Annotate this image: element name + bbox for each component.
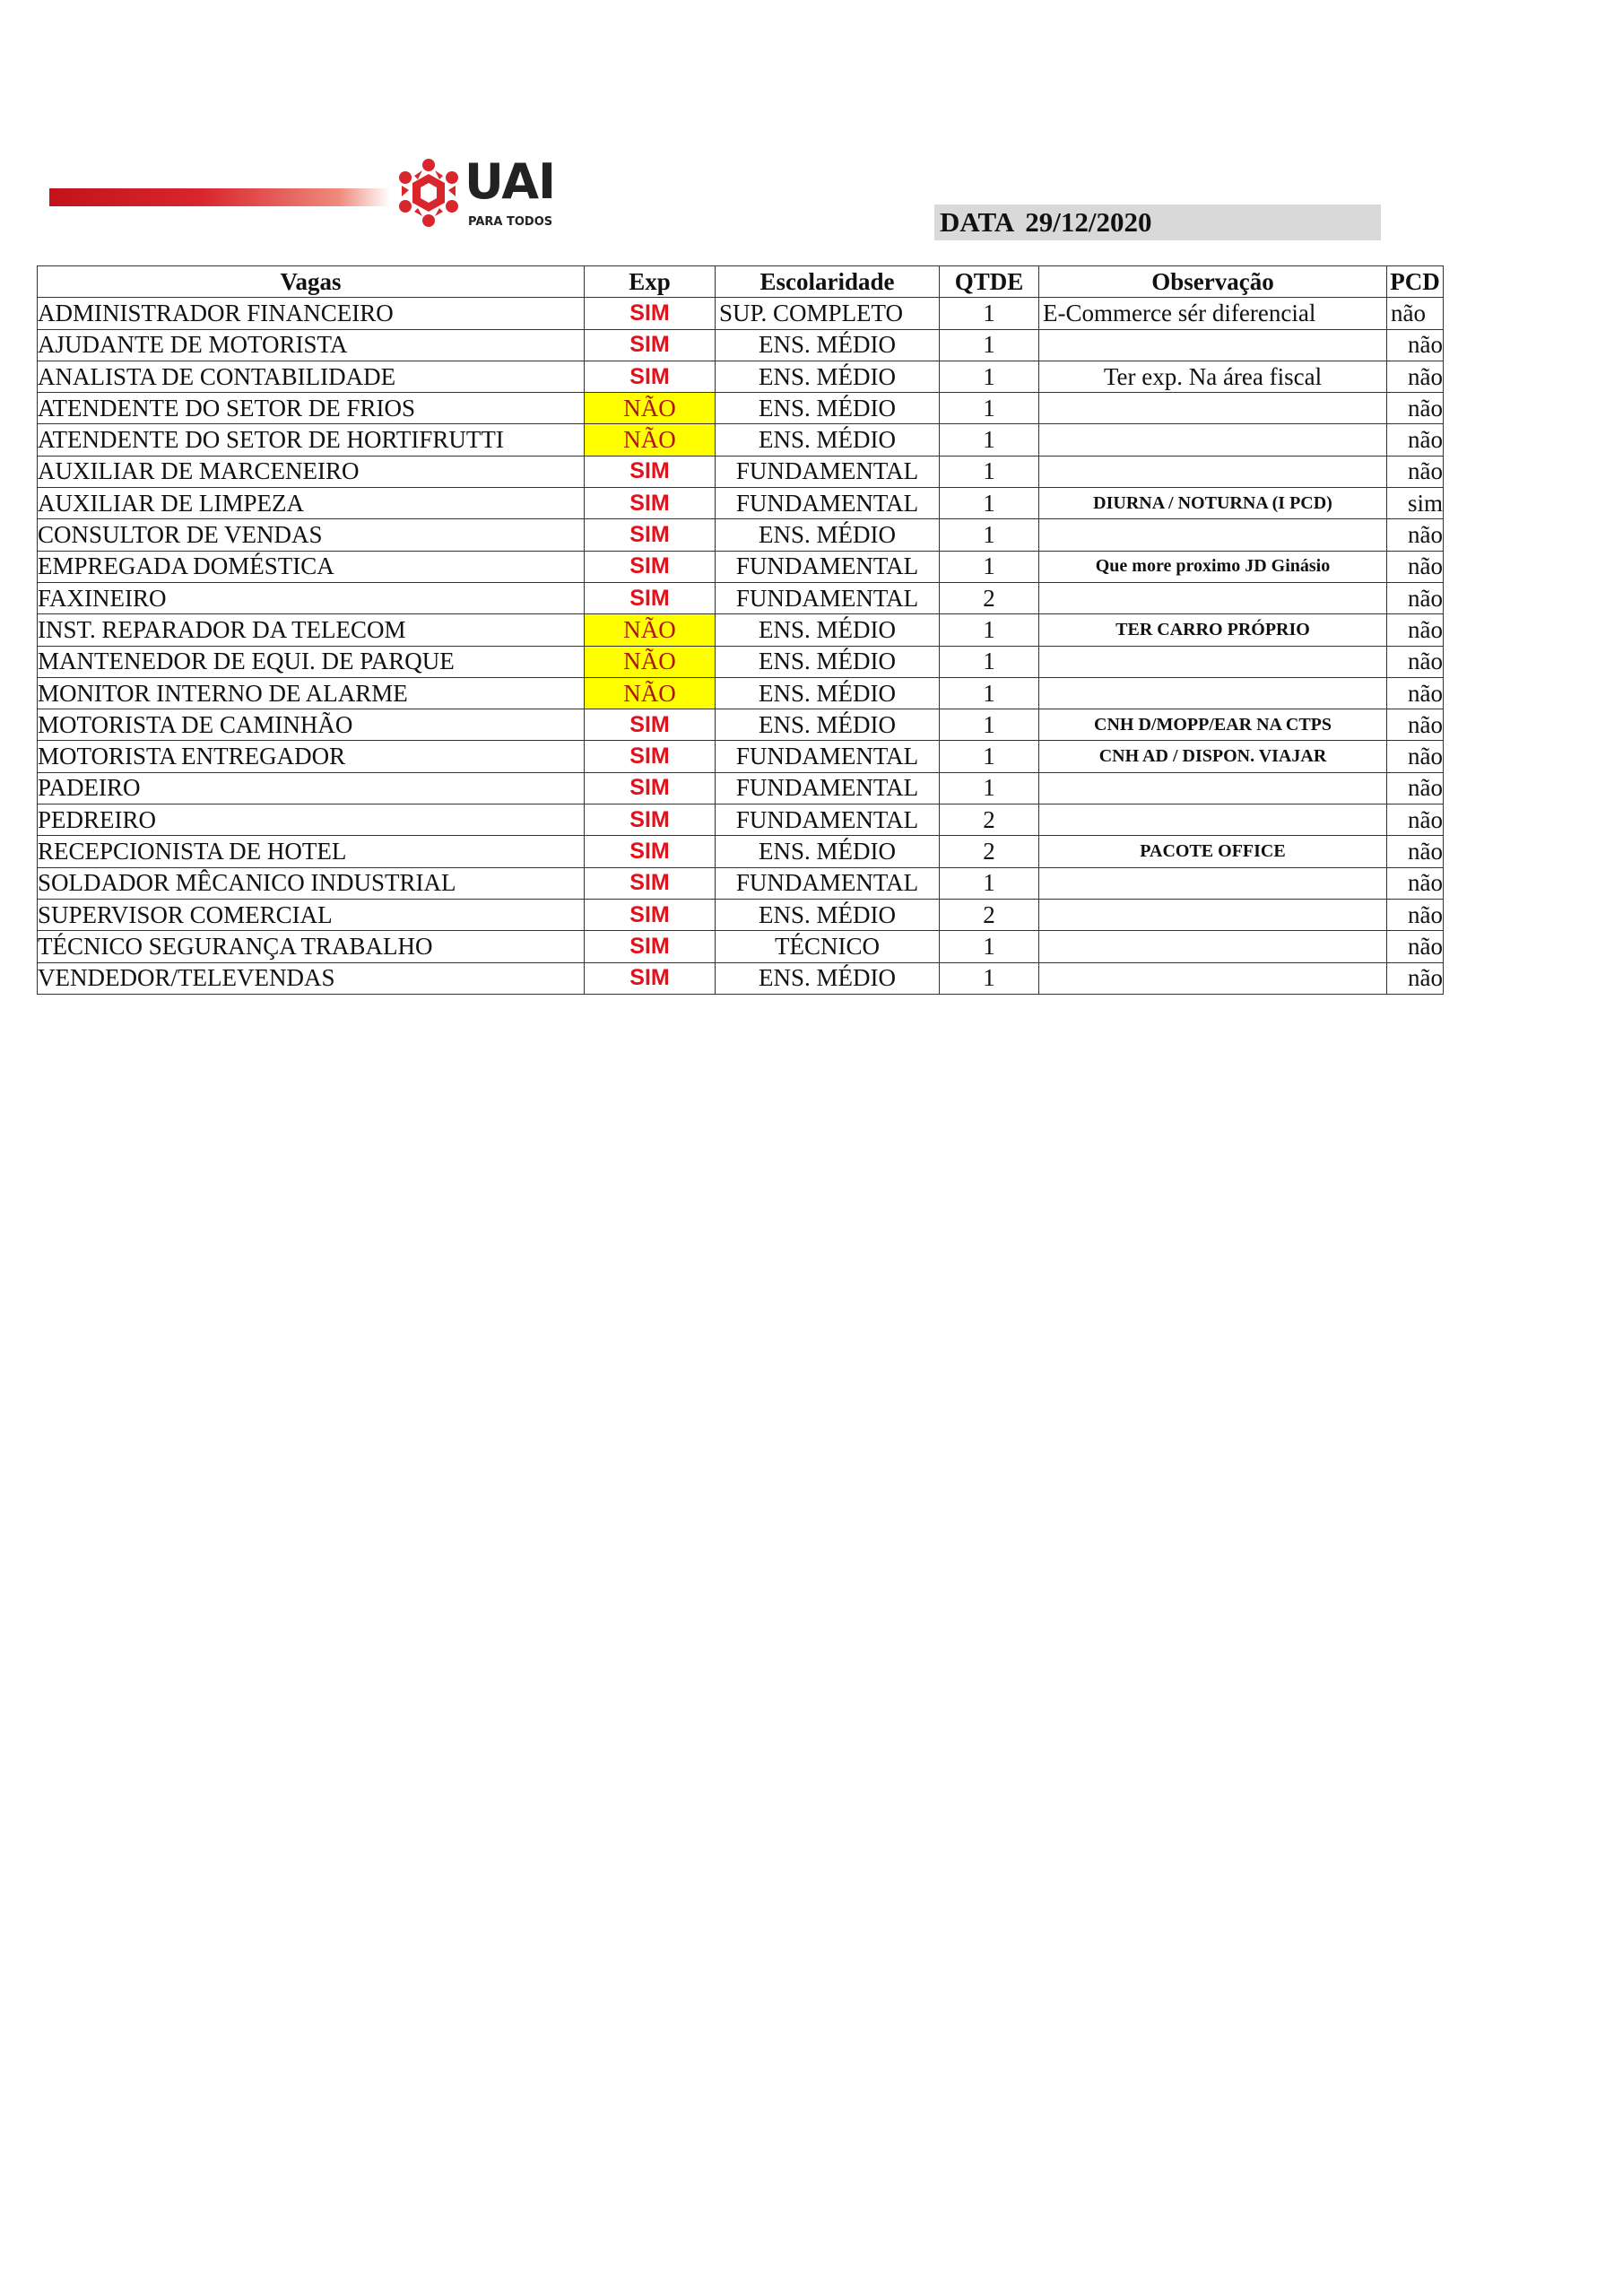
cell-escolaridade: FUNDAMENTAL — [716, 551, 940, 582]
cell-pcd: não — [1387, 551, 1444, 582]
cell-observacao: PACOTE OFFICE — [1039, 836, 1387, 867]
cell-observacao — [1039, 772, 1387, 804]
cell-escolaridade: FUNDAMENTAL — [716, 772, 940, 804]
table-row — [38, 962, 1444, 994]
table-row — [38, 614, 1444, 646]
table-row — [38, 804, 1444, 836]
vagas-table — [37, 265, 1444, 995]
cell-exp: SIM — [585, 772, 716, 804]
cell-observacao: DIURNA / NOTURNA (I PCD) — [1039, 488, 1387, 519]
cell-escolaridade: ENS. MÉDIO — [716, 361, 940, 392]
table-header-row — [38, 266, 1444, 298]
table-row — [38, 393, 1444, 424]
cell-pcd: não — [1387, 393, 1444, 424]
cell-escolaridade: FUNDAMENTAL — [716, 741, 940, 772]
uai-people-ring-icon — [393, 156, 464, 233]
cell-observacao — [1039, 519, 1387, 551]
table-row — [38, 709, 1444, 741]
column-header-escolaridade: Escolaridade — [716, 266, 940, 298]
cell-exp: NÃO — [585, 614, 716, 646]
column-header-qtde: QTDE — [940, 266, 1039, 298]
cell-exp: SIM — [585, 488, 716, 519]
cell-pcd: não — [1387, 519, 1444, 551]
uai-logo — [393, 154, 572, 239]
cell-vaga: MOTORISTA ENTREGADOR — [38, 741, 585, 772]
cell-qtde: 1 — [940, 456, 1039, 487]
table-row — [38, 298, 1444, 329]
cell-qtde: 1 — [940, 962, 1039, 994]
cell-pcd: não — [1387, 867, 1444, 899]
cell-exp: NÃO — [585, 677, 716, 709]
cell-observacao — [1039, 899, 1387, 930]
cell-vaga: ATENDENTE DO SETOR DE FRIOS — [38, 393, 585, 424]
cell-pcd: não — [1387, 424, 1444, 456]
cell-exp: SIM — [585, 804, 716, 836]
cell-exp: NÃO — [585, 424, 716, 456]
cell-qtde: 1 — [940, 393, 1039, 424]
cell-pcd: não — [1387, 677, 1444, 709]
table-row — [38, 677, 1444, 709]
cell-pcd: não — [1387, 329, 1444, 361]
cell-pcd: não — [1387, 361, 1444, 392]
cell-qtde: 2 — [940, 836, 1039, 867]
cell-vaga: AUXILIAR DE LIMPEZA — [38, 488, 585, 519]
cell-observacao: Que more proximo JD Ginásio — [1039, 551, 1387, 582]
cell-pcd: não — [1387, 646, 1444, 677]
cell-vaga: ATENDENTE DO SETOR DE HORTIFRUTTI — [38, 424, 585, 456]
table-row — [38, 519, 1444, 551]
cell-observacao — [1039, 393, 1387, 424]
cell-vaga: SUPERVISOR COMERCIAL — [38, 899, 585, 930]
cell-escolaridade: ENS. MÉDIO — [716, 519, 940, 551]
cell-escolaridade: ENS. MÉDIO — [716, 962, 940, 994]
cell-exp: SIM — [585, 519, 716, 551]
table-row — [38, 741, 1444, 772]
cell-escolaridade: ENS. MÉDIO — [716, 329, 940, 361]
column-header-pcd: PCD — [1387, 266, 1444, 298]
table-row — [38, 772, 1444, 804]
logo-text: UAI — [464, 153, 556, 210]
cell-pcd: não — [1387, 741, 1444, 772]
cell-vaga: INST. REPARADOR DA TELECOM — [38, 614, 585, 646]
cell-exp: SIM — [585, 329, 716, 361]
cell-pcd: não — [1387, 931, 1444, 962]
cell-qtde: 1 — [940, 329, 1039, 361]
cell-qtde: 1 — [940, 772, 1039, 804]
cell-observacao: TER CARRO PRÓPRIO — [1039, 614, 1387, 646]
cell-exp: SIM — [585, 867, 716, 899]
cell-observacao: CNH AD / DISPON. VIAJAR — [1039, 741, 1387, 772]
cell-qtde: 1 — [940, 551, 1039, 582]
cell-exp: SIM — [585, 741, 716, 772]
cell-qtde: 1 — [940, 931, 1039, 962]
cell-observacao: E-Commerce sér diferencial — [1039, 298, 1387, 329]
cell-qtde: 1 — [940, 677, 1039, 709]
cell-observacao — [1039, 931, 1387, 962]
cell-observacao: Ter exp. Na área fiscal — [1039, 361, 1387, 392]
cell-exp: NÃO — [585, 646, 716, 677]
cell-observacao — [1039, 582, 1387, 613]
cell-observacao — [1039, 962, 1387, 994]
cell-pcd: não — [1387, 772, 1444, 804]
logo-subtitle: PARA TODOS — [468, 215, 553, 229]
cell-exp: SIM — [585, 962, 716, 994]
cell-escolaridade: ENS. MÉDIO — [716, 709, 940, 741]
cell-escolaridade: FUNDAMENTAL — [716, 582, 940, 613]
date-box — [934, 204, 1381, 240]
cell-vaga: MOTORISTA DE CAMINHÃO — [38, 709, 585, 741]
cell-vaga: TÉCNICO SEGURANÇA TRABALHO — [38, 931, 585, 962]
table-row — [38, 931, 1444, 962]
cell-pcd: não — [1387, 836, 1444, 867]
cell-pcd: não — [1387, 962, 1444, 994]
date-value: 29/12/2020 — [1025, 206, 1152, 238]
cell-vaga: FAXINEIRO — [38, 582, 585, 613]
cell-observacao — [1039, 329, 1387, 361]
cell-exp: SIM — [585, 361, 716, 392]
cell-escolaridade: ENS. MÉDIO — [716, 424, 940, 456]
cell-escolaridade: FUNDAMENTAL — [716, 456, 940, 487]
cell-escolaridade: FUNDAMENTAL — [716, 804, 940, 836]
cell-vaga: MANTENEDOR DE EQUI. DE PARQUE — [38, 646, 585, 677]
cell-observacao — [1039, 456, 1387, 487]
header-gradient-bar — [49, 188, 390, 206]
cell-qtde: 2 — [940, 582, 1039, 613]
table-row — [38, 551, 1444, 582]
cell-exp: SIM — [585, 709, 716, 741]
cell-vaga: CONSULTOR DE VENDAS — [38, 519, 585, 551]
date-label: DATA — [940, 206, 1015, 238]
cell-escolaridade: ENS. MÉDIO — [716, 677, 940, 709]
cell-exp: NÃO — [585, 393, 716, 424]
cell-pcd: sim — [1387, 488, 1444, 519]
table-row — [38, 456, 1444, 487]
cell-pcd: não — [1387, 614, 1444, 646]
cell-vaga: PEDREIRO — [38, 804, 585, 836]
cell-pcd: não — [1387, 298, 1444, 329]
table-row — [38, 488, 1444, 519]
cell-qtde: 1 — [940, 519, 1039, 551]
cell-escolaridade: ENS. MÉDIO — [716, 646, 940, 677]
cell-qtde: 1 — [940, 867, 1039, 899]
cell-pcd: não — [1387, 804, 1444, 836]
cell-qtde: 1 — [940, 709, 1039, 741]
cell-vaga: ADMINISTRADOR FINANCEIRO — [38, 298, 585, 329]
cell-pcd: não — [1387, 582, 1444, 613]
cell-qtde: 2 — [940, 899, 1039, 930]
cell-vaga: MONITOR INTERNO DE ALARME — [38, 677, 585, 709]
column-header-exp: Exp — [585, 266, 716, 298]
cell-exp: SIM — [585, 931, 716, 962]
cell-exp: SIM — [585, 836, 716, 867]
cell-qtde: 2 — [940, 804, 1039, 836]
cell-observacao — [1039, 646, 1387, 677]
table-row — [38, 582, 1444, 613]
cell-escolaridade: TÉCNICO — [716, 931, 940, 962]
cell-exp: SIM — [585, 582, 716, 613]
table-row — [38, 836, 1444, 867]
cell-escolaridade: SUP. COMPLETO — [716, 298, 940, 329]
cell-pcd: não — [1387, 456, 1444, 487]
table-row — [38, 867, 1444, 899]
cell-vaga: SOLDADOR MÊCANICO INDUSTRIAL — [38, 867, 585, 899]
cell-observacao — [1039, 804, 1387, 836]
cell-pcd: não — [1387, 899, 1444, 930]
table-row — [38, 424, 1444, 456]
cell-qtde: 1 — [940, 488, 1039, 519]
cell-observacao — [1039, 867, 1387, 899]
cell-qtde: 1 — [940, 646, 1039, 677]
column-header-vagas: Vagas — [38, 266, 585, 298]
cell-observacao: CNH D/MOPP/EAR NA CTPS — [1039, 709, 1387, 741]
cell-vaga: EMPREGADA DOMÉSTICA — [38, 551, 585, 582]
cell-exp: SIM — [585, 298, 716, 329]
cell-qtde: 1 — [940, 614, 1039, 646]
cell-qtde: 1 — [940, 741, 1039, 772]
table-row — [38, 329, 1444, 361]
column-header-observacao: Observação — [1039, 266, 1387, 298]
cell-escolaridade: FUNDAMENTAL — [716, 488, 940, 519]
cell-observacao — [1039, 424, 1387, 456]
cell-observacao — [1039, 677, 1387, 709]
cell-qtde: 1 — [940, 298, 1039, 329]
cell-exp: SIM — [585, 551, 716, 582]
cell-escolaridade: ENS. MÉDIO — [716, 393, 940, 424]
cell-exp: SIM — [585, 899, 716, 930]
cell-pcd: não — [1387, 709, 1444, 741]
cell-vaga: ANALISTA DE CONTABILIDADE — [38, 361, 585, 392]
cell-vaga: AUXILIAR DE MARCENEIRO — [38, 456, 585, 487]
cell-escolaridade: ENS. MÉDIO — [716, 836, 940, 867]
cell-escolaridade: ENS. MÉDIO — [716, 899, 940, 930]
cell-escolaridade: FUNDAMENTAL — [716, 867, 940, 899]
cell-exp: SIM — [585, 456, 716, 487]
cell-vaga: VENDEDOR/TELEVENDAS — [38, 962, 585, 994]
cell-escolaridade: ENS. MÉDIO — [716, 614, 940, 646]
table-row — [38, 361, 1444, 392]
cell-vaga: PADEIRO — [38, 772, 585, 804]
cell-qtde: 1 — [940, 424, 1039, 456]
cell-vaga: RECEPCIONISTA DE HOTEL — [38, 836, 585, 867]
cell-qtde: 1 — [940, 361, 1039, 392]
table-row — [38, 646, 1444, 677]
table-row — [38, 899, 1444, 930]
cell-vaga: AJUDANTE DE MOTORISTA — [38, 329, 585, 361]
